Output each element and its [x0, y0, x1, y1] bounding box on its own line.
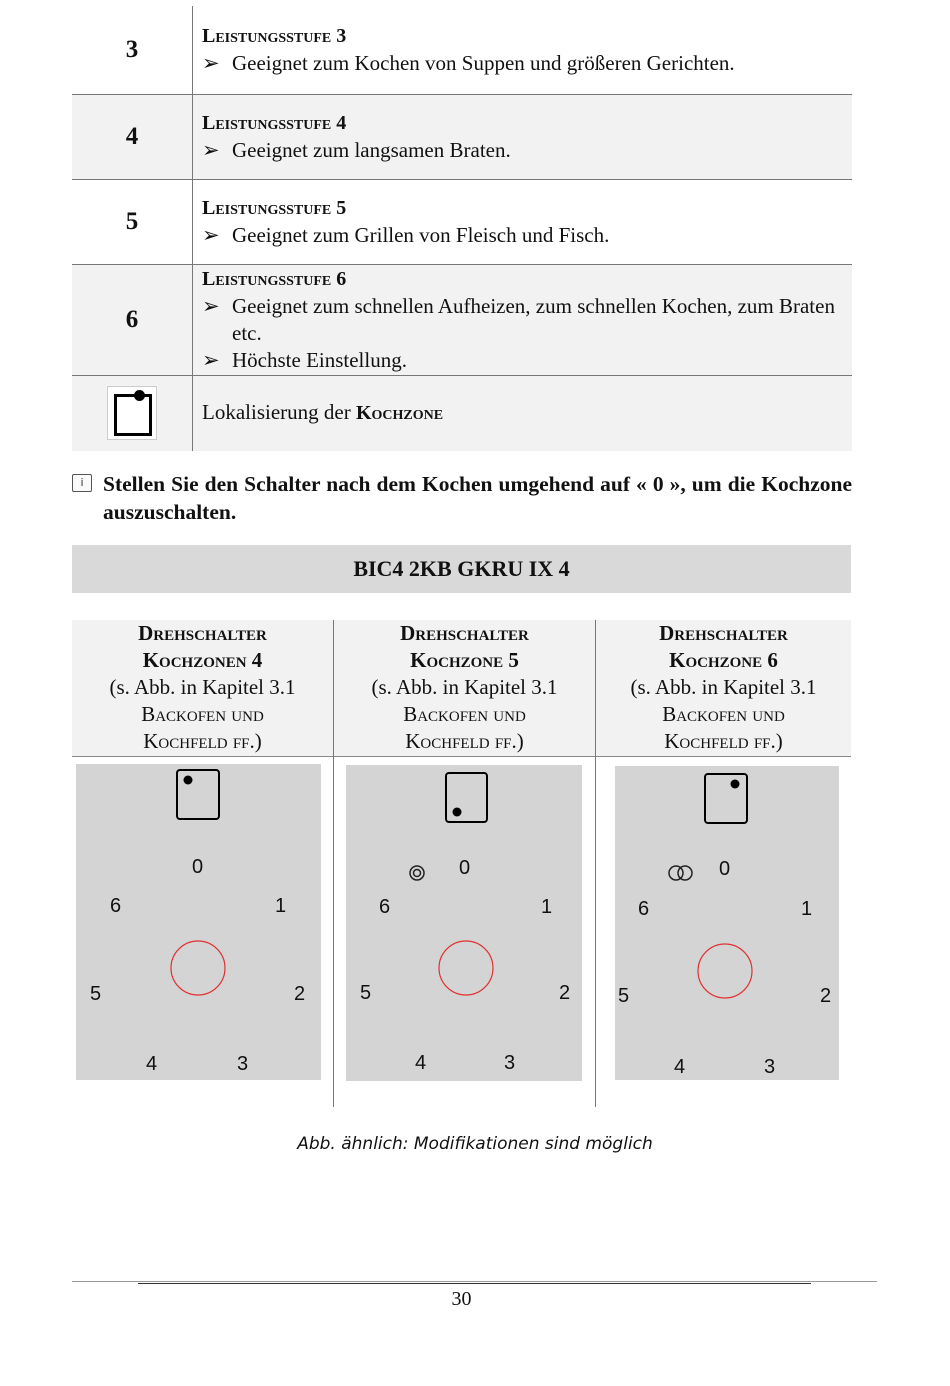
knob-label-6: 6	[638, 898, 650, 920]
level-bullet: Geeignet zum Grillen von Fleisch und Fisch.	[232, 222, 610, 247]
power-level-table	[72, 6, 852, 451]
knob-header	[334, 620, 595, 757]
knob-label-3: 3	[504, 1052, 516, 1074]
knob-ref: Kochfeld ff.)	[664, 729, 783, 753]
level-bullet: Höchste Einstellung.	[232, 347, 407, 372]
locate-label-strong: Kochzone	[355, 402, 444, 425]
knob-subtitle: Kochzone 6	[669, 648, 778, 672]
level-title: Leistungsstufe 4	[202, 111, 347, 134]
level-bullet: Geeignet zum Kochen von Suppen und größeren Gerichten.	[232, 50, 735, 75]
knob-label-2: 2	[559, 982, 571, 1004]
level-number: 4	[72, 94, 193, 179]
cooking-zone-locator-icon	[107, 386, 157, 440]
zone-dot	[453, 808, 462, 817]
knob-subtitle: Kochzonen 4	[142, 648, 263, 672]
knob-label-3: 3	[237, 1053, 249, 1075]
knob-label-6: 6	[379, 896, 391, 918]
knob-subtitle: Kochzone 5	[410, 648, 519, 672]
knob-header	[72, 620, 333, 757]
knob-label-4: 4	[674, 1056, 686, 1078]
knob-header	[596, 620, 851, 757]
level-bullet: Geeignet zum langsamen Braten.	[232, 137, 511, 162]
knob-ref: (s. Abb. in Kapitel 3.1	[371, 675, 558, 699]
knob-ring-icon	[171, 941, 225, 995]
locate-zone-row	[72, 375, 852, 451]
bullet-arrow-icon: ➢	[202, 293, 220, 318]
knob-title: Drehschalter	[400, 621, 529, 645]
knob-label-5: 5	[360, 982, 372, 1004]
knob-dial-zone-4	[76, 764, 321, 1080]
knob-label-3: 3	[764, 1056, 776, 1078]
knob-ring-icon	[439, 941, 493, 995]
level-row-6	[72, 264, 852, 375]
level-number: 5	[72, 179, 193, 264]
knob-label-1: 1	[541, 896, 553, 918]
zone-indicator-icon	[705, 774, 747, 823]
info-note	[72, 470, 852, 526]
level-row-3	[72, 6, 852, 94]
knob-label-0: 0	[459, 857, 471, 879]
knob-title: Drehschalter	[138, 621, 267, 645]
knob-ref: (s. Abb. in Kapitel 3.1	[109, 675, 296, 699]
knob-label-4: 4	[146, 1053, 158, 1075]
column-divider	[595, 620, 596, 1107]
info-icon: i	[72, 474, 92, 492]
knob-ref: Backofen und	[141, 702, 264, 726]
knob-label-5: 5	[618, 985, 630, 1007]
off-symbol-icon	[410, 866, 424, 880]
knob-label-5: 5	[90, 983, 102, 1005]
zone-dot	[184, 776, 193, 785]
page-number: 30	[451, 1288, 472, 1310]
level-number: 3	[72, 6, 193, 94]
level-bullet: Geeignet zum schnellen Aufheizen, zum schnellen Kochen, zum Braten etc.	[232, 293, 835, 345]
locate-label: Lokalisierung der	[202, 400, 356, 425]
knob-title: Drehschalter	[659, 621, 788, 645]
footer-divider	[72, 1281, 877, 1282]
level-title: Leistungsstufe 6	[202, 267, 347, 290]
knob-ref: Backofen und	[662, 702, 785, 726]
knob-label-0: 0	[719, 858, 731, 880]
bullet-arrow-icon: ➢	[202, 222, 220, 247]
info-note-text: Stellen Sie den Schalter nach dem Kochen umgehend auf « 0 », um die Kochzone auszuschalten.	[103, 472, 852, 524]
level-number: 6	[72, 264, 193, 375]
zone-dot	[731, 780, 740, 789]
footer-divider-inner	[138, 1283, 811, 1284]
bullet-arrow-icon: ➢	[202, 347, 220, 372]
knob-ref: Kochfeld ff.)	[143, 729, 262, 753]
figure-caption: Abb. ähnlich: Modifikationen sind möglich	[297, 1134, 653, 1154]
knob-label-1: 1	[275, 895, 287, 917]
knob-dial-zone-5	[346, 765, 582, 1081]
knob-label-0: 0	[192, 856, 204, 878]
bullet-arrow-icon: ➢	[202, 50, 220, 75]
knob-label-2: 2	[820, 985, 832, 1007]
knob-label-6: 6	[110, 895, 122, 917]
knob-label-2: 2	[294, 983, 306, 1005]
knob-label-4: 4	[415, 1052, 427, 1074]
level-row-5	[72, 179, 852, 264]
knob-ref: Kochfeld ff.)	[405, 729, 524, 753]
knob-dial-zone-6	[615, 766, 839, 1080]
column-divider	[333, 620, 334, 1107]
knob-label-1: 1	[801, 898, 813, 920]
bullet-arrow-icon: ➢	[202, 137, 220, 162]
level-row-4	[72, 94, 852, 179]
knob-ring-icon	[698, 944, 752, 998]
model-header: BIC4 2KB GKRU IX 4	[72, 545, 851, 593]
knob-ref: (s. Abb. in Kapitel 3.1	[630, 675, 817, 699]
zone-indicator-icon	[446, 773, 487, 822]
level-title: Leistungsstufe 3	[202, 24, 347, 47]
zone-indicator-icon	[177, 770, 219, 819]
knob-ref: Backofen und	[403, 702, 526, 726]
level-title: Leistungsstufe 5	[202, 196, 347, 219]
